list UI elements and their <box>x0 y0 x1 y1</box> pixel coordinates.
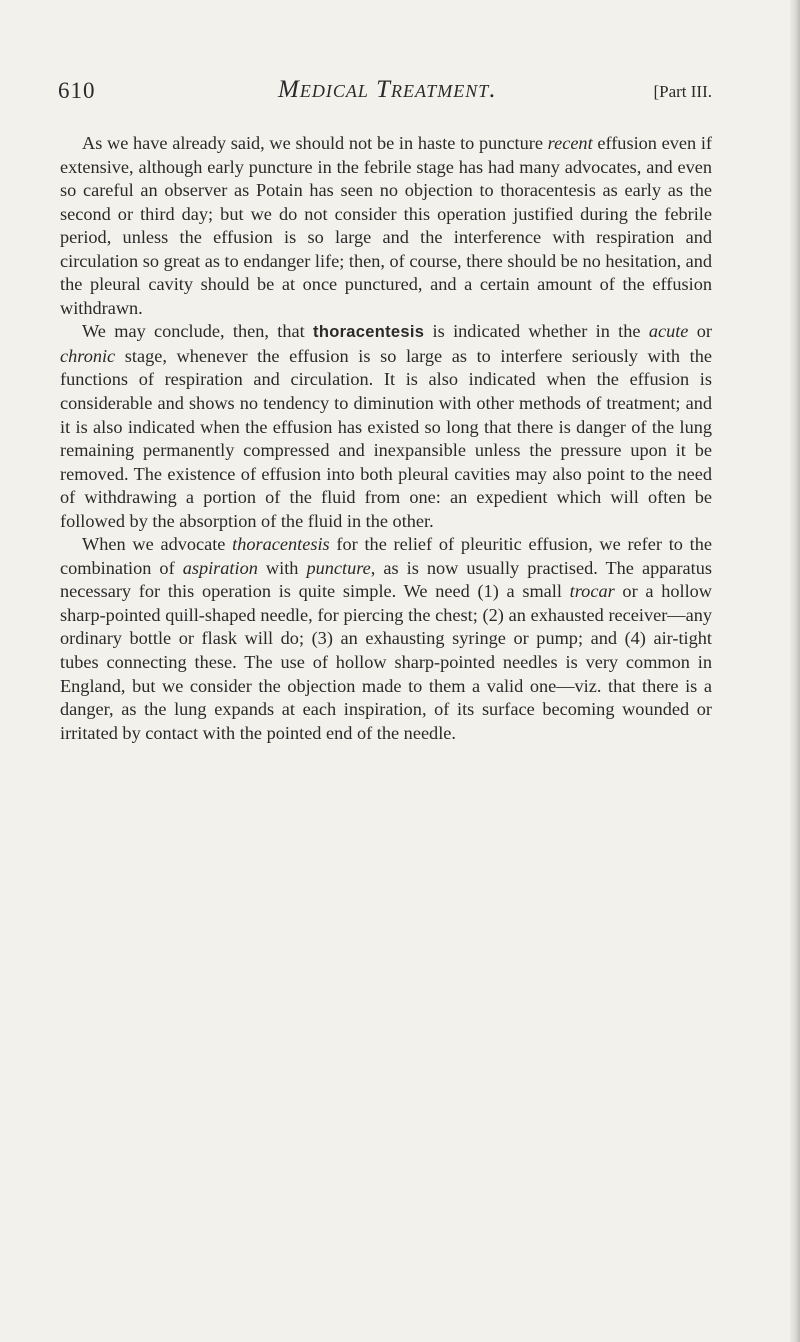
paragraph-1 <box>60 132 712 320</box>
text-segment: stage, whenever the effusion is so large as to interfere seriously with the functions of respiration and circulation. It is also indicated when the effusion is considerable and shows no tendency to diminution with other methods of treatment; and it is also indicated when the effusion has existed so long that there is danger of the lung remaining permanently compressed and inexpansible unless the pressure upon it be removed. The existence of effusion into both pleural cavities may also point to the need of withdrawing a portion of the fluid from one: an expedient which will often be followed by the absorption of the fluid in the other. <box>60 345 712 531</box>
text-segment: When we advocate <box>82 534 233 555</box>
running-title: Medical Treatment. <box>278 76 497 103</box>
italic-term: aspiration <box>182 557 258 578</box>
page-header <box>58 74 712 114</box>
italic-term: thoracentesis <box>232 534 330 555</box>
italic-term: trocar <box>569 581 615 602</box>
paragraph-2 <box>60 320 712 533</box>
text-segment: or a hollow sharp-pointed quill-shaped needle, for piercing the chest; (2) an exhausted receiver—any ordinary bottle or flask will do; (3) an exhausting syringe or pump; and (4) air-tight tubes connecting these. The use of hollow sharp-pointed needles is very common in England, but we consider the objection made to them a valid one—viz. that there is a danger, as the lung expands at each inspiration, of its surface becoming wounded or irritated by contact with the pointed end of the needle. <box>60 581 712 743</box>
body-text <box>60 132 712 745</box>
paragraph-3 <box>60 533 712 745</box>
italic-term: chronic <box>60 345 116 366</box>
text-segment: We may conclude, then, that <box>82 321 314 342</box>
text-segment: for the relief of pleuritic effusion, we refer to the combination of <box>60 534 712 578</box>
text-segment: As we have already said, we should not be in haste to puncture <box>82 133 548 153</box>
text-segment: , as is now usually practised. The apparatus necessary for this operation is quite simple. We need (1) a small <box>60 557 712 602</box>
page-number: 610 <box>58 78 96 103</box>
text-segment: with <box>257 557 307 578</box>
text-segment: effusion even if extensive, although early puncture in the febrile stage has had many advocates, and even so careful an observer as Potain has seen no objection to thoracentesis as early as the second or third day; but we do not consider this operation justified during the febrile period, unless the effusion is so large and the interference with respiration and circulation so great as to endanger life; then, of course, there should be no hesitation, and the pleural cavity should be at once punctured, and a certain amount of the effusion withdrawn. <box>60 133 712 318</box>
page-edge <box>790 0 800 1342</box>
italic-term: recent <box>547 133 593 153</box>
bold-term: thoracentesis <box>313 323 425 342</box>
text-segment: or <box>688 321 712 342</box>
italic-term: acute <box>648 321 689 342</box>
text-segment: is indicated whether in the <box>424 321 649 342</box>
part-label: [Part III. <box>653 82 712 101</box>
italic-term: puncture <box>306 557 371 578</box>
